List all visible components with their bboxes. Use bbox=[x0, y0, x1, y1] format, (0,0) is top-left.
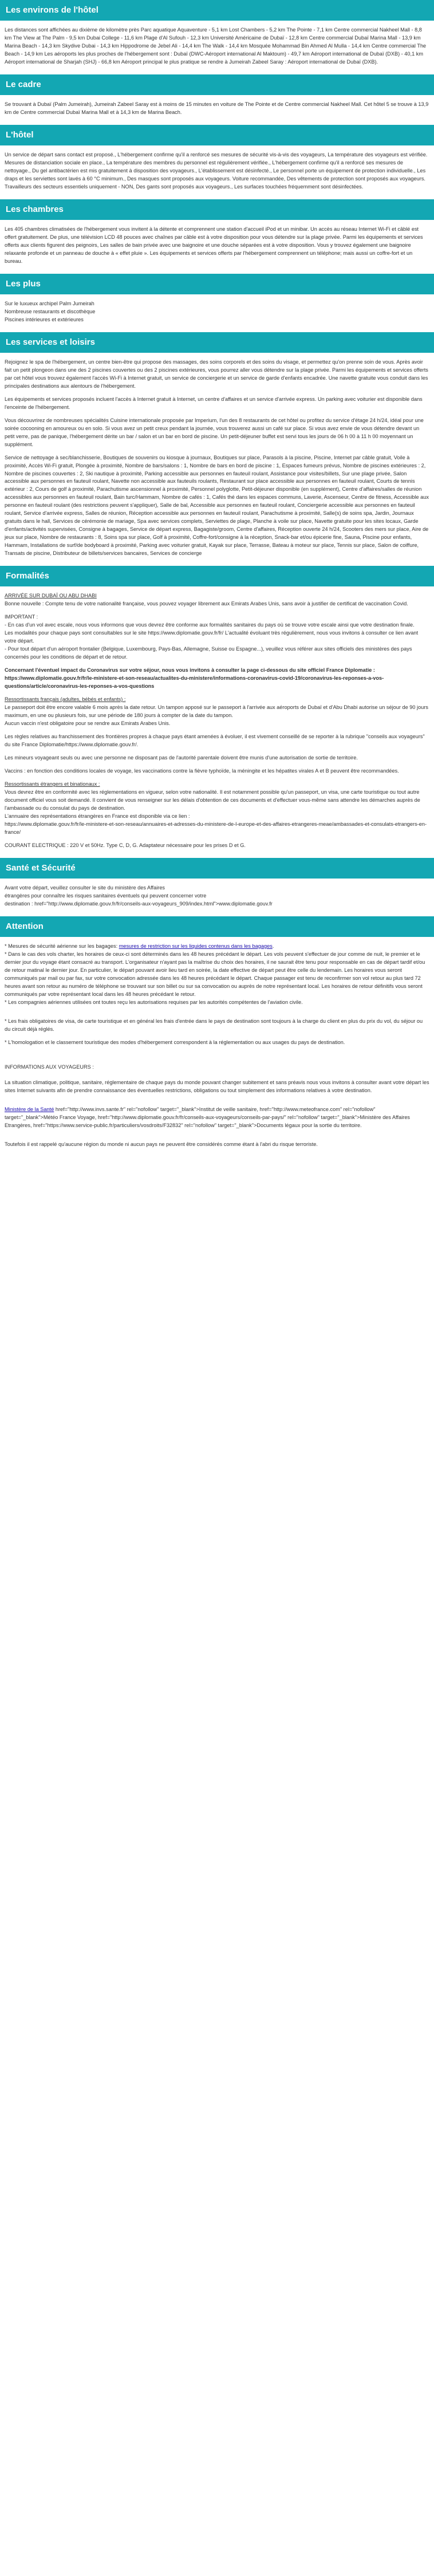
spacer bbox=[5, 1135, 429, 1141]
etrangers-line: https://www.diplomatie.gouv.fr/fr/le-ministere-et-son-reseau/annuaires-et-adresses-du-ministere-de-l-europe-et-des-affaires-etrangeres-meae/ambassades-et-consulats-etrangers-en-france/ bbox=[5, 821, 427, 835]
section-formalites bbox=[0, 566, 434, 850]
chambres-text: Les 405 chambres climatisées de l'hébergement vous invitent à la détente et comprennent une station d'accueil iPod et un minibar. Un accès au réseau Internet Wi-Fi et câblé est offert gratuitement. De plus, une télévision LCD 48 pouces avec chaînes par câble est à votre disposition pour vous détendre sur la plage privée. Parmi les équipements et services offerts aux clients figurent des peignoirs, Les salles de bain privée avec une baignoire et une douche séparées est à votre disposition. Vous y trouvez également une baignoire relaxante profonde et un panneau de douche à « effet pluie ». Les équipements et services offerts par l'hébergement comprennent un téléphone; mais aussi un coffre-fort et un bureau. bbox=[5, 226, 423, 264]
liquids-restriction-link[interactable]: mesures de restriction sur les liquides contenus dans les bagages bbox=[119, 943, 273, 949]
sante-line: étrangères pour connaître les risques sanitaires éventuels qui peuvent concerner votre bbox=[5, 892, 207, 899]
sante-text bbox=[5, 884, 429, 908]
spacer bbox=[5, 1100, 429, 1106]
plus-list bbox=[5, 300, 429, 324]
spacer bbox=[5, 1012, 429, 1018]
page bbox=[0, 0, 434, 1163]
hotel-text: Un service de départ sans contact est proposé., L'hébergement confirme qu'il a renforcé ses mesures de sécurité vis-à-vis des voyageurs, La température des voyageurs est vérifiée. Mesures de distanciation sociale en place., La température des membres du personnel est régulièrement vérifiée., L'hébergement confirme qu'il a renforcé ses mesures de nettoyage., Du gel antibactérien est mis gratuitement à disposition des voyageurs., L'établissement est désinfecté., Le personnel porte un équipement de protection individuelle., Les draps et les serviettes sont lavés à 60 °C minimum., Des masques sont proposés aux voyageurs. Voiture recommandée, Des vêtements de protection sont proposés aux voyageurs. Travailleurs des secteurs essentiels uniquement - NON, Des gants sont proposés aux voyageurs., Les surfaces touchées fréquemment sont désinfectées. bbox=[5, 151, 428, 190]
regles-text: Les règles relatives au franchissement des frontières propres à chaque pays étant amenées à évoluer, il est vivement conseillé de se reporter à la rubrique "conseils aux voyageurs" du site France Diplomatie/https://www.diplomatie.gouv.fr/. bbox=[5, 734, 425, 748]
ressortissants-heading: Ressortissants français (adultes, bébés et enfants) : bbox=[5, 696, 126, 703]
formalites-ressortissants bbox=[5, 696, 429, 728]
section-chambres bbox=[0, 199, 434, 266]
section-title-cadre: Le cadre bbox=[0, 74, 434, 95]
section-sante bbox=[0, 858, 434, 908]
important-heading: IMPORTANT : bbox=[5, 614, 38, 620]
etrangers-heading: Ressortissants étrangers et binationaux : bbox=[5, 781, 100, 787]
terrorism-note: Toutefois il est rappelé qu'aucune région du monde ni aucun pays ne peuvent être considérés comme étant à l'abri du risque terroriste. bbox=[5, 1141, 318, 1147]
airline-note: * Les compagnies aériennes utilisées ont toutes reçu les autorisations requises par les autorités compétentes de l'aviation civile. bbox=[5, 999, 303, 1005]
classification-note: * L'homologation et le classement touristique des modes d'hébergement correspondent à la réglementation ou aux usages du pays de destination. bbox=[5, 1039, 345, 1045]
mineurs-text: Les mineurs voyageant seuls ou avec une personne ne disposant pas de l'autorité parentale doivent être munis d'une autorisation de sortie de territoire. bbox=[5, 755, 358, 761]
formalites-etrangers bbox=[5, 781, 429, 837]
important-line: - En cas d'un vol avec escale, nous vous informons que vous devrez être conforme aux formalités sanitaires du pays où se trouve votre escale ainsi que votre destination finale. bbox=[5, 622, 415, 628]
sante-line: Avant votre départ, veuillez consulter le site du ministère des Affaires bbox=[5, 884, 165, 891]
section-title-plus: Les plus bbox=[0, 274, 434, 294]
infos-heading: INFORMATIONS AUX VOYAGEURS : bbox=[5, 1064, 94, 1070]
section-environs bbox=[0, 0, 434, 66]
section-hotel bbox=[0, 125, 434, 191]
plus-item: Nombreuse restaurants et discothèque bbox=[5, 308, 96, 314]
ministry-links-text: href="http://www.invs.sante.fr" rel="nofollow" target="_blank">Institut de veille sanitaire, href="http://www.meteofrance.com" rel="nofollow" target="_blank">Météo France Voyage, href="http://www.diplomatie.gouv.fr/fr/conseils-aux-voyageurs/conseils-par-pays/" rel="nofollow" target="_blank">Ministère des Affaires Etrangères, href="https://www.service-public.fr/particuliers/vosdroits/F32832" rel="nofollow" target="_blank">Documents légaux pour la sortie du territoire. bbox=[5, 1106, 411, 1128]
section-cadre bbox=[0, 74, 434, 117]
section-title-loisirs: Les services et loisirs bbox=[0, 332, 434, 353]
important-line: Les modalités pour chaque pays sont consultables sur le site https://www.diplomatie.gouv.fr/fr/ L'actualité évoluant très régulièrement, nous vous invitons à consulter ce lien avant votre départ. bbox=[5, 630, 419, 644]
sante-line: destination : href="http://www.diplomatie.gouv.fr/fr/conseils-aux-voyageurs_909/index.html">www.diplomatie.gouv.fr bbox=[5, 900, 273, 907]
spacer bbox=[5, 1058, 429, 1064]
etrangers-line: L'annuaire des représentations étrangères en France est disponible via ce lien : bbox=[5, 813, 190, 819]
infos-text: La situation climatique, politique, sanitaire, réglementaire de chaque pays du monde pouvant changer subitement et sans préavis nous vous invitons à consulter avant votre départ les sites Internet suivants afin de prendre connaissance des éventuelles restrictions, obligations ou tout simplement des informations relatives à votre destination. bbox=[5, 1079, 429, 1093]
section-loisirs bbox=[0, 332, 434, 558]
security-prefix: * Mesures de sécurité aérienne sur les bagages: bbox=[5, 943, 119, 949]
important-line: - Pour tout départ d'un aéroport frontalier (Belgique, Luxembourg, Pays-Bas, Allemagne, Suisse ou Espagne...), veuillez vous référer aux sites officiels des ministères des pays concernés pour les conditions de départ et de retour. bbox=[5, 646, 412, 660]
attention-intro bbox=[5, 943, 429, 1007]
plus-item: Piscines intérieures et extérieures bbox=[5, 316, 84, 322]
arrivee-text: Bonne nouvelle : Compte tenu de votre nationalité française, vous pouvez voyager librement aux Emirats Arabes Unis, sans avoir à justifier de certificat de vaccination Covid. bbox=[5, 601, 408, 607]
loisirs-equipements-text: Les équipements et services proposés incluent l'accès à Internet gratuit à Internet, un centre d'affaires et un service d'arrivée express. Un parking avec voiturier est disponible dans l'enceinte de l'hébergement. bbox=[5, 396, 423, 410]
etrangers-line: Vous devrez être en conformité avec les réglementations en vigueur, selon votre nationalité. Il est notamment possible qu'un passeport, un visa, une carte touristique ou tout autre document officiel vous soit demandé. Il convient de vous renseigner sur les délais d'obtention de ces documents et d'effectuer vous-même sans attendre les démarches auprès de l'ambassade ou du consulat du pays de destination. bbox=[5, 789, 420, 811]
cadre-text: Se trouvant à Dubaï (Palm Jumeirah), Jumeirah Zabeel Saray est à moins de 15 minutes en voiture de The Pointe et de Centre commercial Nakheel Mall. Cet hôtel 5 se trouve à 13,9 km de Centre commercial Dubaï Marina Mall et à 14,3 km de Marina Beach. bbox=[5, 101, 429, 115]
loisirs-restaurants-text: Vous découvrirez de nombreuses spécialités Cuisine internationale proposée par Imperium, l'un des 8 restaurants de cet hôtel ou profitez du service d'étage 24 h/24, idéal pour une soirée cocooning en amoureux ou en solo. Si vous avez un petit creux pendant la journée, vous trouverez aussi un café sur place. Si vous avez envie de vous détendre devant un petit verre, pas de panique, l'hébergement dérite un bar / salon et un bar en bord de piscine. Un petit-déjeuner buffet est servi tous les jours de 06 h 00 à 11 h 00 moyennant un supplément. bbox=[5, 417, 424, 447]
visa-fees-note: * Les frais obligatoires de visa, de carte touristique et en général les frais d'entrée dans le pays de destination sont toujours à la charge du client en plus du prix du vol, du séjour ou du circuit déjà réglés. bbox=[5, 1018, 423, 1032]
section-title-environs: Les environs de l'hôtel bbox=[0, 0, 434, 21]
ministry-links bbox=[5, 1106, 429, 1130]
charter-text: * Dans le cas des vols charter, les horaires de ceux-ci sont déterminés dans les 48 heures précédant le départ. Les vols peuvent s'effectuer de jour comme de nuit, le premier et le dernier jour du voyage étant consacré au transport. L'organisateur n'ayant pas la maîtrise du choix des horaires, il ne saurait être tenu pour responsable en cas de départ tardif et/ou de retour matinal le dernier jour. En particulier, le départ pouvant avoir lieu tard en soirée, la date effective de départ peut être celle du lendemain. Les horaires vous seront communiqués par mail ou par fax, sur votre convocation adressée dans les 48 heures précédant le départ. Chaque passager est tenu de reconfirmer son vol retour au plus tard 72 heures avant son retour au numéro de téléphone se trouvant sur son billet ou sur sa convocation ou auprès de notre représentant local. Les horaires de retour définitifs vous seront communiqués par votre représentant local dans les 48 heures précédant le retour. bbox=[5, 951, 425, 997]
section-title-sante: Santé et Sécurité bbox=[0, 858, 434, 879]
coronavirus-notice: Concernant l'éventuel impact du Coronavirus sur votre séjour, nous vous invitons à consulter la page ci-dessous du site officiel France Diplomatie : https://www.diplomatie.gouv.fr/fr/le-ministere-et-son-reseau/actualites-du-ministere/informations-coronavirus-covid-19/coronavirus-les-reponses-a-vos-questions/article/coronavirus-les-reponses-a-vos-questions bbox=[5, 667, 384, 690]
spacer bbox=[5, 1052, 429, 1058]
vaccins-text: Vaccins : en fonction des conditions locales de voyage, les vaccinations contre la fièvre typhoïde, la méningite et les hépatites virales A et B peuvent être recommandées. bbox=[5, 768, 399, 774]
loisirs-spa-text: Rejoignez le spa de l'hébergement, un centre bien-être qui propose des massages, des soins corporels et des soins du visage, et permettez qu'on prenne soin de vous. Après avoir fait un petit plongeon dans une des 2 piscines couvertes ou des 2 piscines extérieures, vous pourrez aller vous détendre sur la plage privée. Parmi les équipements et services offerts par cet hôtel vous trouvez également l'accès Wi-Fi à Internet gratuit, un service de conciergerie et un service de garde d'enfants encadrée. Une navette gratuite vous conduit dans les principales destinations aux alentours de l'hébergement. bbox=[5, 359, 428, 389]
courant-text: COURANT ELECTRIQUE : 220 V et 50Hz. Type C, D, G. Adaptateur nécessaire pour les prises D et G. bbox=[5, 842, 246, 848]
section-plus bbox=[0, 274, 434, 324]
loisirs-services-list: Service de nettoyage à sec/blanchisserie, Boutiques de souvenirs ou kiosque à journaux, Boutiques sur place, Parasols à la piscine, Piscine, Internet par câble gratuit, Voile à proximité, Accès Wi-Fi gratuit, Plongée à proximité, Nombre de bars/salons : 1, Nombre de bars en bord de piscine : 1, Espaces fumeurs prévus, Nombre de piscines extérieures : 2, Nombre de piscines couvertes : 2, Ski nautique à proximité, Parking accessible aux personnes en fauteuil roulant, Assistance pour visites/billets, Sur une plage privée, Salon accessible aux personnes en fauteuil roulant, Navette non accessible aux fauteuils roulants, Restaurant sur place accessible aux personnes en fauteuil roulant, Courts de tennis extérieur : 2, Cours de golf à proximité, Parachutisme ascensionnel à proximité, Personnel polyglotte, Petit-déjeuner disponible (en supplément), Centre d'affaires/salles de réunion accessibles aux personnes en fauteuil roulant, Bain turc/Hammam, Nombre de cafés : 1, Cafés thé dans les espaces communs, Laverie, Ascenseur, Centre de fitness, Accessible aux personne en fauteuil roulant (des restrictions peuvent s'appliquer), Salle de bal, Accessible aux personnes en fauteuil roulant, Conciergerie accessible aux personnes en fauteuil roulant, Service d'arrivée express, Salles de réunion, Réception accessible aux personnes en fauteuil roulant, Parachutisme à proximité, Salle(s) de soins spa, Jardin, Journaux gratuits dans le hall, Services de cérémonie de mariage, Spa avec services complets, Serviettes de plage, Planche à voile sur place, Navette gratuite pour les sites locaux, Garde d'enfants/activités supervisées, Consigne à bagages, Service de départ express, Bagagiste/groom, Centre d'affaires, Réception ouverte 24 h/24, Scooters des mers sur place, Aire de jeux sur place, Nombre de restaurants : 8, Soins spa sur place, Golf à proximité, Coffre-fort/consigne à la réception, Snack-bar et/ou épicerie fine, Sauna, Piscine pour enfants, Hammam, Installations de surf/de bodyboard à proximité, Parking avec voiturier gratuit, Kayak sur place, Terrasse, Bateau à moteur sur place, Tennis sur place, Salon de coiffure, Transats de piscine, Distributeur de billets/services bancaires, Services de concierge bbox=[5, 454, 429, 557]
environs-text: Les distances sont affichées au dixième de kilomètre près Parc aquatique Aquaventure - 5,1 km Lost Chambers - 5,2 km The Pointe - 7,1 km Centre commercial Nakheel Mall - 8,8 km The View at The Palm - 9,5 km Dubai College - 11,6 km Plage d'Al Sufouh - 12,3 km Université Américaine de Dubaï - 12,8 km Centre commercial Dubaï Marina Mall - 13,9 km Marina Beach - 14,3 km Skydive Dubai - 14,3 km Hippodrome de Jebel Ali - 14,4 km The Walk - 14,4 km Mosquée Mohammad Bin Ahmed Al Mulla - 14,4 km Centre commercial The Beach - 14,9 km Les aéroports les plus proches de l'hébergement sont : Dubaï (DWC-Aéroport international Al Maktoum) - 49,7 km Aéroport international de Dubaï (DXB) - 40,1 km Aéroport international de Sharjah (SHJ) - 66,8 km Aéroport principal le plus pratique se rendre à Jumeirah Zabeel Saray : Aéroport international de Dubaï (DXB). bbox=[5, 27, 427, 65]
ministry-health-link[interactable]: Ministère de la Santé bbox=[5, 1106, 54, 1112]
ressortissants-line: Le passeport doit être encore valable 6 mois après la date retour. Un tampon apposé sur le passeport à l'arrivée aux aéroports de Dubaï et d'Abu Dhabi autorise un séjour de 90 jours maximum, en une ou plusieurs fois, sur une période de 180 jours à compter de la date du tampon. bbox=[5, 704, 428, 719]
section-title-formalites: Formalités bbox=[0, 566, 434, 586]
section-title-chambres: Les chambres bbox=[0, 199, 434, 220]
plus-item: Sur le luxueux archipel Palm Jumeirah bbox=[5, 300, 94, 306]
ressortissants-line: Aucun vaccin n'est obligatoire pour se rendre aux Emirats Arabes Unis. bbox=[5, 720, 171, 727]
formalites-arrivee bbox=[5, 592, 429, 608]
formalites-important bbox=[5, 613, 429, 661]
security-suffix: . bbox=[272, 943, 274, 949]
section-title-attention: Attention bbox=[0, 916, 434, 937]
section-title-hotel: L'hôtel bbox=[0, 125, 434, 145]
section-attention bbox=[0, 916, 434, 1149]
arrivee-heading: ARRIVÉE SUR DUBAÏ OU ABU DHABI bbox=[5, 593, 97, 599]
